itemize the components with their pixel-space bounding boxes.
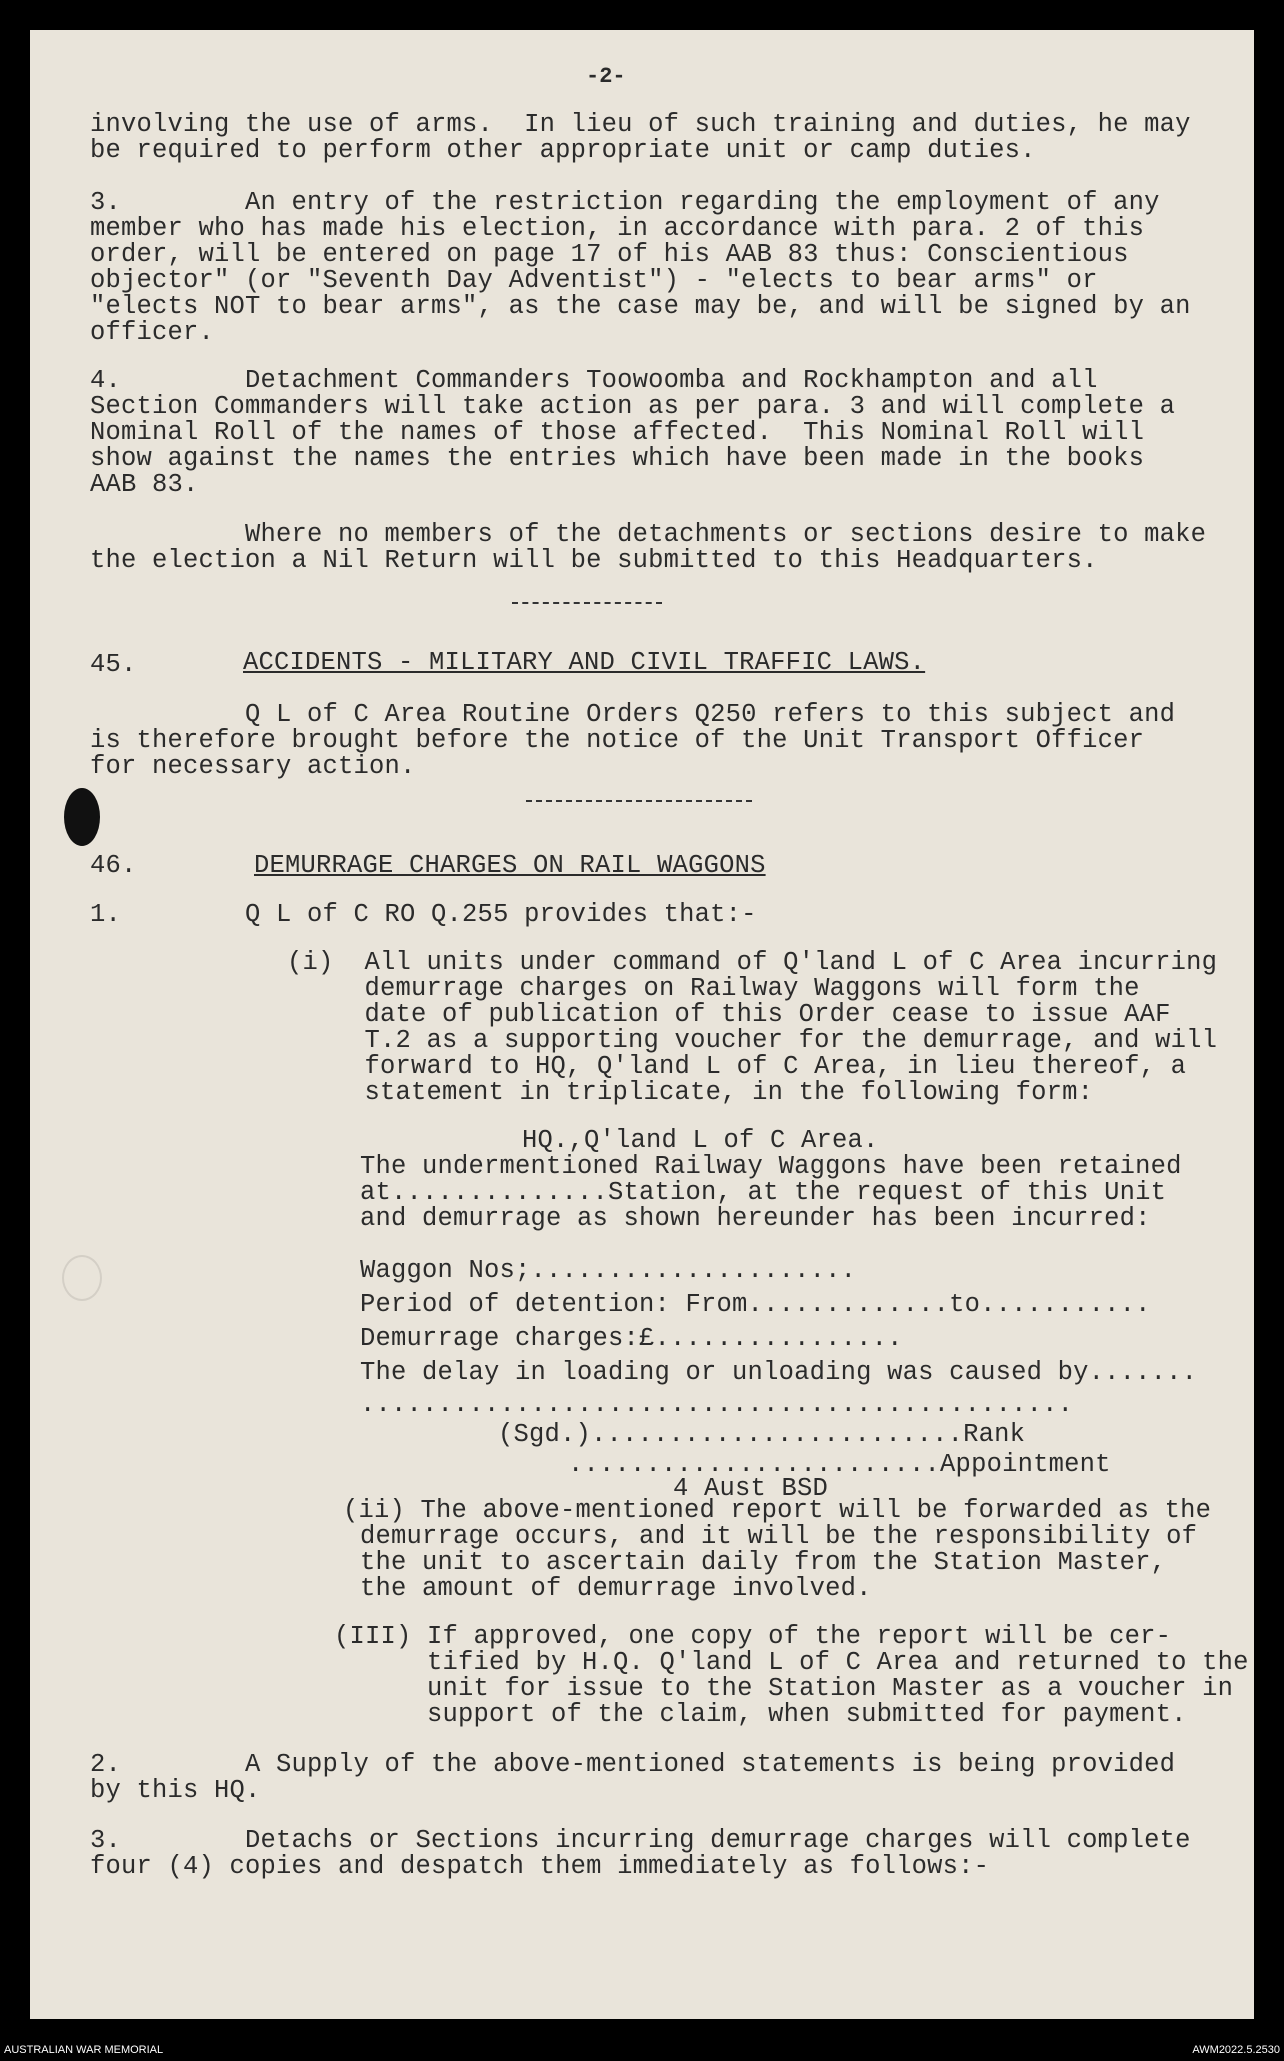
sub-iii-line: tified by H.Q. Q'land L of C Area and returned to the bbox=[334, 1648, 1249, 1677]
sub-iii-line: (III) If approved, one copy of the report will be cer- bbox=[334, 1622, 1172, 1651]
sub-i-line: date of publication of this Order cease to issue AAF bbox=[287, 1000, 1171, 1029]
form-body-line: and demurrage as shown hereunder has been incurred: bbox=[360, 1204, 1151, 1233]
form-period: Period of detention: From.............to........... bbox=[360, 1290, 1151, 1319]
ink-blot bbox=[64, 788, 100, 846]
para4-line: 4. Detachment Commanders Toowoomba and Rockhampton and all bbox=[90, 366, 1098, 395]
item-2-line: by this HQ. bbox=[90, 1776, 261, 1805]
para3-line: member who has made his election, in accordance with para. 2 of this bbox=[90, 214, 1145, 243]
document-page bbox=[30, 30, 1254, 2019]
form-charges: Demurrage charges:£................ bbox=[360, 1324, 903, 1353]
section-45-line: for necessary action. bbox=[90, 752, 416, 781]
para4-line: Nominal Roll of the names of those affected. This Nominal Roll will bbox=[90, 418, 1145, 447]
form-dots: .............................................. bbox=[360, 1390, 1074, 1419]
sub-i-line: statement in triplicate, in the following form: bbox=[287, 1078, 1094, 1107]
form-delay: The delay in loading or unloading was caused by....... bbox=[360, 1358, 1198, 1387]
form-waggon-nos: Waggon Nos;..................... bbox=[360, 1256, 857, 1285]
sub-ii-line: the unit to ascertain daily from the Station Master, bbox=[360, 1548, 1167, 1577]
punch-hole-mark bbox=[62, 1255, 102, 1301]
section-45-number: 45. bbox=[90, 650, 137, 679]
para3-line: "elects NOT to bear arms", as the case may be, and will be signed by an bbox=[90, 292, 1191, 321]
para3-line: officer. bbox=[90, 318, 215, 347]
page-number: -2- bbox=[586, 64, 626, 89]
para4-line: Section Commanders will take action as per para. 3 and will complete a bbox=[90, 392, 1176, 421]
sub-iii-line: support of the claim, when submitted for payment. bbox=[334, 1700, 1187, 1729]
para4-line: AAB 83. bbox=[90, 470, 199, 499]
form-signature: (Sgd.)........................Rank bbox=[498, 1420, 1026, 1449]
form-appointment: ........................Appointment bbox=[568, 1450, 1111, 1479]
section-46-title: DEMURRAGE CHARGES ON RAIL WAGGONS bbox=[254, 851, 766, 880]
sub-i-line: (i) All units under command of Q'land L of C Area incurring bbox=[287, 948, 1218, 977]
section-46-number: 46. bbox=[90, 851, 137, 880]
item-3-line: four (4) copies and despatch them immediately as follows:- bbox=[90, 1852, 990, 1881]
para3-line: 3. An entry of the restriction regarding the employment of any bbox=[90, 188, 1160, 217]
sub-ii-line: demurrage occurs, and it will be the responsibility of bbox=[360, 1522, 1198, 1551]
section-divider bbox=[526, 800, 752, 802]
para3-line: order, will be entered on page 17 of his AAB 83 thus: Conscientious bbox=[90, 240, 1129, 269]
sub-ii-line: the amount of demurrage involved. bbox=[360, 1574, 872, 1603]
para3-line: objector" (or "Seventh Day Adventist") - "elects to bear arms" or bbox=[90, 266, 1098, 295]
section-46-item-1: 1. Q L of C RO Q.255 provides that:- bbox=[90, 900, 757, 929]
section-45-line: Q L of C Area Routine Orders Q250 refers to this subject and bbox=[90, 700, 1176, 729]
sub-iii-line: unit for issue to the Station Master as a voucher in bbox=[334, 1674, 1234, 1703]
intro-line: be required to perform other appropriate unit or camp duties. bbox=[90, 136, 1036, 165]
section-45-line: is therefore brought before the notice of the Unit Transport Officer bbox=[90, 726, 1145, 755]
form-body-line: at..............Station, at the request of this Unit bbox=[360, 1178, 1167, 1207]
footer-credit: AUSTRALIAN WAR MEMORIAL bbox=[4, 2044, 164, 2056]
footer-accession-number: AWM2022.5.2530 bbox=[1192, 2044, 1280, 2056]
sub-i-line: demurrage charges on Railway Waggons will form the bbox=[287, 974, 1140, 1003]
item-3-line: 3. Detachs or Sections incurring demurrage charges will complete bbox=[90, 1826, 1191, 1855]
form-body-line: The undermentioned Railway Waggons have been retained bbox=[360, 1152, 1182, 1181]
section-divider bbox=[512, 602, 662, 604]
intro-line: involving the use of arms. In lieu of such training and duties, he may bbox=[90, 110, 1191, 139]
form-addressee: HQ.,Q'land L of C Area. bbox=[522, 1126, 879, 1155]
nil-return-line: the election a Nil Return will be submitted to this Headquarters. bbox=[90, 546, 1098, 575]
sub-i-line: T.2 as a supporting voucher for the demurrage, and will bbox=[287, 1026, 1218, 1055]
nil-return-line: Where no members of the detachments or sections desire to make bbox=[90, 520, 1207, 549]
form-unit: 4 Aust BSD bbox=[673, 1474, 829, 1503]
item-2-line: 2. A Supply of the above-mentioned statements is being provided bbox=[90, 1750, 1176, 1779]
section-45-title: ACCIDENTS - MILITARY AND CIVIL TRAFFIC LAWS. bbox=[243, 648, 926, 677]
sub-i-line: forward to HQ, Q'land L of C Area, in lieu thereof, a bbox=[287, 1052, 1187, 1081]
para4-line: show against the names the entries which have been made in the books bbox=[90, 444, 1145, 473]
sub-ii-line: (ii) The above-mentioned report will be forwarded as the bbox=[343, 1496, 1212, 1525]
